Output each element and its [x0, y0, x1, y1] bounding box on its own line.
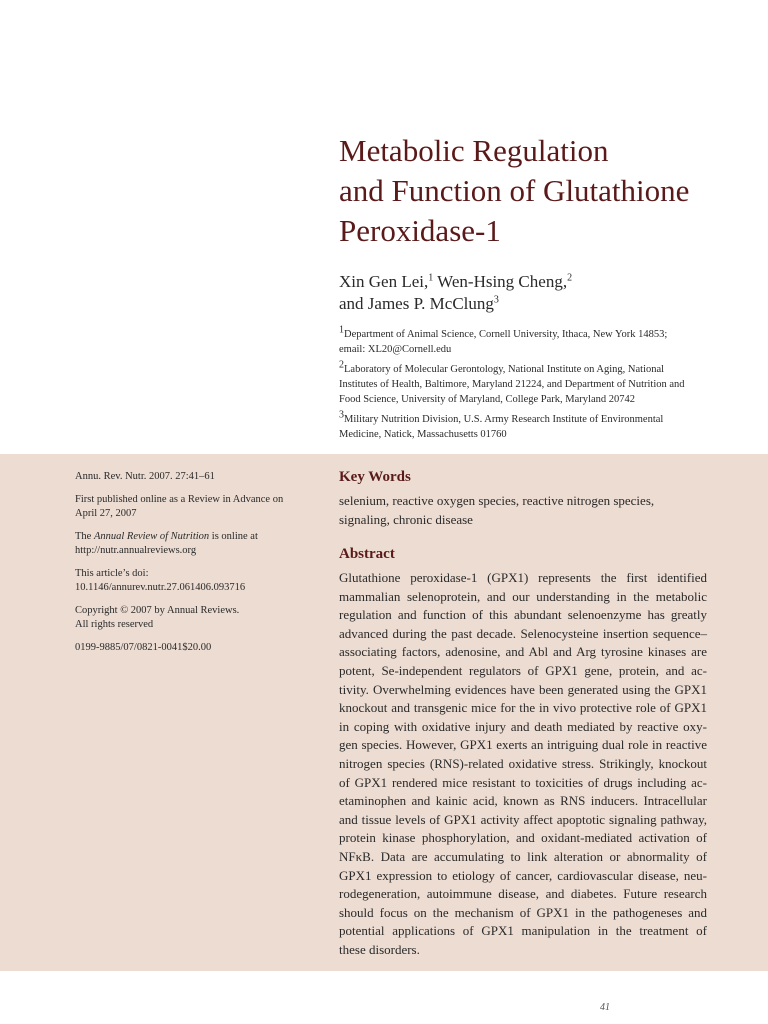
author-affil-mark: 3: [493, 294, 499, 306]
affil-line: Military Nutrition Division, U.S. Army Research Institute of Environmental: [344, 414, 664, 425]
abstract-line: associating factors, adenosine, and Abl and Arg tyrosine kinases are: [339, 644, 707, 660]
author-line: [339, 293, 759, 315]
keywords-text: selenium, reactive oxygen species, reactive nitrogen species, signaling, chronic disease: [339, 493, 655, 527]
article-code: 0199-9885/07/0821-0041$20.00: [75, 641, 212, 653]
abstract-heading: Abstract: [339, 546, 395, 562]
main-column: [339, 466, 707, 959]
abstract-line: of GPX1 rendered mice resistant to toxicities of drugs including ac-: [339, 774, 707, 790]
title-line: and Function of Glutathione: [339, 173, 690, 208]
affil-mark: 1: [339, 324, 344, 336]
author-name: Wen-Hsing Cheng,: [433, 272, 568, 291]
author-line: [339, 271, 759, 293]
abstract-line: in coping with oxidative injury and death mediated by reactive oxy-: [339, 718, 707, 734]
abstract-line: potent, Se-independent regulators of GPX1 gene, protein, and ac-: [339, 662, 707, 678]
abstract-line: Glutathione peroxidase-1 (GPX1) represents the first identified: [339, 570, 707, 585]
abstract-line: NFκB. Data are accumulating to link alteration or abnormality of: [339, 848, 707, 864]
publication-sidebar: [75, 470, 295, 663]
journal-name: Annual Review of Nutrition: [93, 530, 210, 542]
affil-line: Institutes of Health, Baltimore, Maryland 21224, and Department of Nutrition and: [339, 379, 685, 390]
copyright-note: Copyright © 2007 by Annual Reviews. All rights reserved: [75, 604, 240, 630]
affiliation-3: [339, 409, 709, 442]
article-title: [339, 131, 759, 251]
affil-mark: 3: [339, 409, 344, 421]
author-affil-mark: 1: [428, 272, 434, 284]
affil-line: Department of Animal Science, Cornell University, Ithaca, New York 14853;: [344, 329, 668, 340]
abstract-line: potential applications of GPX1 manipulation in the treatment of: [339, 923, 707, 939]
title-line: Peroxidase-1: [339, 213, 501, 248]
author-list: [339, 271, 759, 315]
abstract-line: tivity. Overwhelming evidences have been generated using the GPX1: [339, 681, 707, 697]
abstract-line: protein kinase phosphorylation, and oxidant-mediated activation of: [339, 830, 707, 846]
online-note: The Annual Review of Nutrition is online at http://nutr.annualreviews.org: [75, 530, 295, 559]
affil-mark: 2: [339, 359, 344, 371]
doi-note: This article’s doi: 10.1146/annurev.nutr.27.061406.093716: [75, 567, 295, 596]
abstract-line: etaminophen and kainic acid, known as RNS inducers. Intracellular: [339, 793, 707, 809]
abstract-line: rodegeneration, autoimmune disease, and diabetes. Future research: [339, 886, 707, 902]
affiliation-1: [339, 324, 709, 357]
doi-value: 10.1146/annurev.nutr.27.061406.093716: [75, 582, 246, 593]
affiliation-2: [339, 359, 709, 407]
abstract-line: nitrogen species (RNS)-related oxidative stress. Strikingly, knockout: [339, 755, 707, 771]
abstract-line: regulation and function of this abundant selenoenzyme has greatly: [339, 607, 707, 623]
author-name: and James P. McClung: [339, 294, 494, 313]
abstract-line: gen species. However, GPX1 exerts an intriguing dual role in reactive: [339, 737, 707, 753]
abstract-line: GPX1 expression to etiology of cancer, cardiovascular disease, neu-: [339, 867, 707, 883]
abstract-text: [339, 569, 707, 959]
published-note: First published online as a Review in Advance on April 27, 2007: [75, 493, 284, 519]
keywords-heading: Key Words: [339, 469, 411, 485]
title-line: Metabolic Regulation: [339, 133, 609, 168]
affil-line: Laboratory of Molecular Gerontology, National Institute on Aging, National: [344, 364, 665, 375]
affil-line: Medicine, Natick, Massachusetts 01760: [339, 429, 507, 440]
abstract-line: advanced during the past decade. Selenocysteine insertion sequence–: [339, 625, 707, 641]
page-number: 41: [600, 1002, 610, 1013]
citation: Annu. Rev. Nutr. 2007. 27:41–61: [75, 471, 215, 482]
author-affil-mark: 2: [567, 272, 573, 284]
abstract-line: and tissue levels of GPX1 activity affect apoptotic signaling pathway,: [339, 811, 707, 827]
affil-line: email: XL20@Cornell.edu: [339, 344, 452, 355]
author-name: Xin Gen Lei,: [339, 272, 429, 291]
abstract-line: knockout and transgenic mice for the in vivo protective role of GPX1: [339, 700, 707, 716]
abstract-line: these disorders.: [339, 941, 420, 957]
journal-url[interactable]: http://nutr.annualreviews.org: [75, 545, 197, 556]
affil-line: Food Science, University of Maryland, College Park, Maryland 20742: [339, 394, 635, 405]
affiliations: [339, 324, 709, 447]
abstract-line: mammalian selenoprotein, and our understanding in the metabolic: [339, 588, 707, 604]
abstract-line: should focus on the mechanism of GPX1 in the pathogeneses and: [339, 904, 707, 920]
